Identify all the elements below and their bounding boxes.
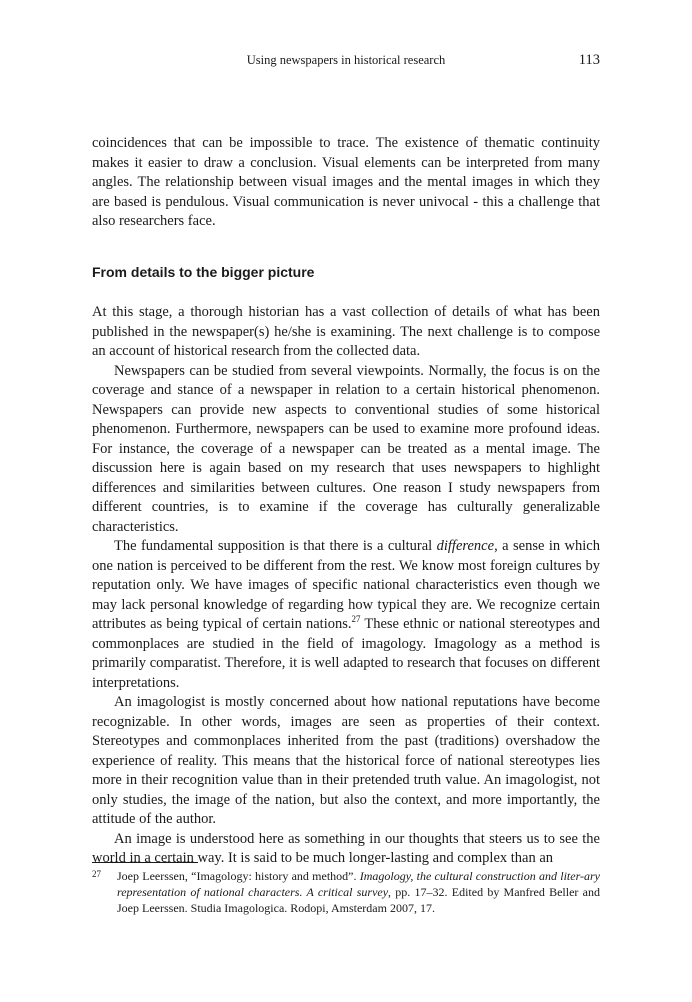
body-text-main — [92, 303, 600, 869]
body-text-top — [92, 134, 600, 232]
footnote-title: Imagology, the cultural construction and liter-ary representation of national characters. A critical survey — [117, 869, 601, 899]
paragraph: coincidences that can be impossible to trace. The existence of thematic continuity makes it easier to draw a conclusion. Visual elements can be interpreted from many angles. The relationship between visual images and the mental images in which they are based is pendulous. Visual communication is never univocal - this a challenge that also researchers face. — [92, 135, 600, 229]
paragraph: Newspapers can be studied from several viewpoints. Normally, the focus is on the coverage and stance of a newspaper in relation to a certain historical phenomenon. Newspapers can provide new aspects to conventional studies of some historical phenomenon. Furthermore, newspapers can be used to examine more profound ideas. For instance, the coverage of a newspaper can be treated as a mental image. The discussion here is again based on my research that uses newspapers to highlight differences and similarities between cultures. One reason I study newspapers from different countries, is to examine if the coverage has culturally generalizable characteristics. — [92, 362, 600, 535]
paragraph: An imagologist is mostly concerned about how national reputations have become recognizable. In other words, images are seen as properties of their context. Stereotypes and commonplaces inherited from the past (traditions) overshadow the experience of reality. This means that the historical force of national stereotypes lies more in their recognition value than in their pretended truth value. An imagologist, not only studies, the image of the nation, but also the context, and more importantly, the attitude of the author. — [92, 694, 600, 827]
footnote-number: 27 — [92, 869, 101, 879]
emphasis-text: difference — [436, 538, 495, 554]
paragraph — [92, 537, 600, 693]
footnote-text-run: , pp. 17–32. Edited by Manfred Beller and Joep Leerssen. Studia Imagologica. Rodopi, Amsterdam 2007, 17. — [117, 885, 600, 915]
footnote-text-run: Joep Leerssen, “Imagology: history and method”. — [117, 869, 360, 883]
page-number: 113 — [578, 52, 600, 68]
paragraph: An image is understood here as something in our thoughts that steers us to see the world in a certain way. It is said to be much longer-lasting and complex than an — [92, 830, 600, 866]
section-heading: From details to the bigger picture — [92, 264, 315, 280]
footnote-reference[interactable]: 27 — [351, 614, 361, 625]
paragraph: At this stage, a thorough historian has a vast collection of details of what has been published in the newspaper(s) he/she is examining. The next challenge is to compose an account of historical research from the collected data. — [92, 304, 600, 359]
running-header — [92, 53, 600, 73]
running-title: Using newspapers in historical research — [246, 53, 446, 67]
footnote-divider — [92, 862, 198, 863]
footnote — [92, 868, 600, 916]
text-run: The fundamental supposition is that there is a cultural — [114, 538, 437, 554]
text-run: , a sense in which one nation is perceived to be different from the rest. We know most foreign cultures by reputation only. We have images of specific national characteristics even though we may lack personal knowledge of regarding how typical they are. We recognize certain attributes as being typical of certain nations. — [92, 538, 600, 632]
footnote-text — [117, 868, 600, 916]
text-run: These ethnic or national stereotypes and commonplaces are studied in the field of imagology. Imagology as a method is primarily comparatist. Therefore, it is well adapted to research that focuses on different interpretations. — [92, 616, 600, 691]
